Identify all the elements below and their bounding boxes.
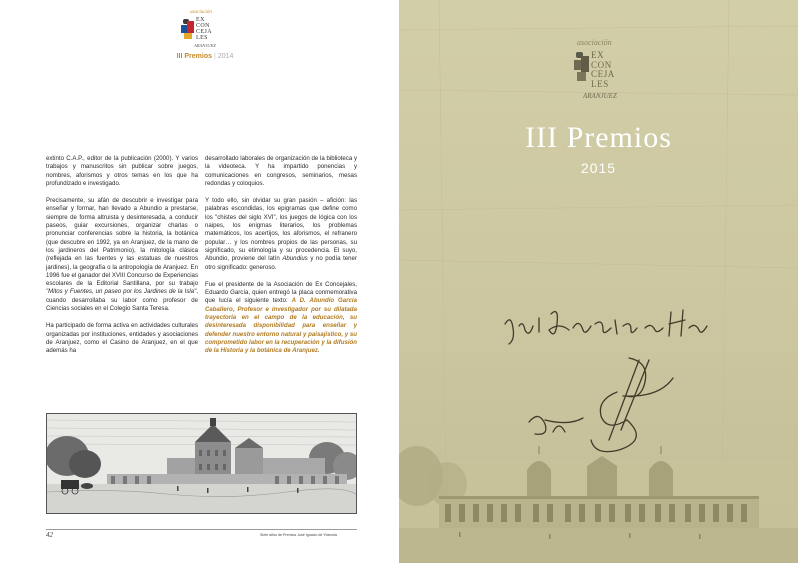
- logo-mark-icon: [181, 17, 195, 39]
- footer-rule: [46, 529, 357, 530]
- cover-logo-mark-icon: [573, 50, 591, 84]
- text-column-2: [205, 155, 357, 365]
- cover-title: III Premios: [525, 121, 672, 154]
- cover-logo-words: EX CON CEJA LES: [591, 50, 615, 89]
- plaque-quote: A D. Abundio García Caballero, Profesor e investigador por su dilatada trayectoria en el campo de la educación, su desinteresada disponibilidad para enseñar y defender nuestro entorno natural y paisajístico, y su comprometido labor en la recuperación y la difusión de la Historia y la botánica de Aranjuez.: [205, 297, 357, 355]
- logo-words: EX CON CEJA LES: [196, 17, 212, 41]
- running-footer: Siete años de Premios José Ignacio de Ybarrola: [260, 533, 337, 537]
- logo-town: ARANJUEZ: [194, 43, 216, 48]
- paragraph: Precisamente, su afán de descubrir e investigar para enseñar y formar, han llevado a Abundio a prestarse, siempre de forma altruista y desinteresada, a conducir paseos, guiar excursiones, organizar charlas o pronunciar conferencias sobre la historia, la botánica (que descubre en 1992, ya en Aranjuez, de la mano de los jardineros del Patrimonio), la mitología clásica (reflejada en las fuentes y las estatuas de nuestros jardines), la geografía o la antropología de Aranjuez. En 1996 fue el ganador del XVIII Concurso de Experiencias escolares de la Editorial Santillana, por su trabajo "Mitos y Fuentes, un paseo por los Jardines de la Isla", cuando desarrollaba su labor como profesor de Ciencias sociales en el Colegio Santa Teresa.: [46, 197, 198, 313]
- paragraph: desarrollado laborales de organización de la biblioteca y la videoteca. Y ha impartido ponencias y comunicaciones en congresos, seminarios, mesas redondas y coloquios.: [205, 155, 357, 187]
- text-column-1: [46, 155, 198, 365]
- logo-arc-text: asociación: [190, 10, 212, 15]
- association-logo: [177, 10, 225, 52]
- paragraph: Ha participado de forma activa en actividades culturales organizadas por instituciones, entidades y asociaciones de Aranjuez, como el Casino de Aranjuez, en el que además ha: [46, 322, 198, 355]
- cover-year: 2015: [580, 160, 617, 176]
- header-separator: |: [214, 53, 216, 60]
- cover-logo-town: ARANJUEZ: [583, 92, 617, 100]
- right-page-cover: [399, 0, 798, 563]
- page-header: [170, 53, 240, 60]
- header-title: III Premios: [176, 53, 212, 60]
- header-year: 2014: [217, 53, 234, 60]
- cover-logo-arc-text: asociación: [577, 38, 612, 47]
- paragraph: Y todo ello, sin olvidar su gran pasión – afición: las palabras escondidas, los epigramas que define como los "chistes del siglo XVI", los juegos de lógica con los naipes, los enigmas literarios, los problemas matemáticos, los acertijos, los aforismos, el refranero popular… y los nombres propios de las personas, su significado, su etimología y su procedencia. El suyo, Abundio, proviene del latín Abundius y no podía tener otro significado: generoso.: [205, 197, 357, 271]
- cover-association-logo: [559, 38, 639, 110]
- palace-facade-image: [399, 440, 798, 563]
- paragraph: Fue el presidente de la Asociación de Ex Concejales, Eduardo García, quien entregó la placa conmemorativa que lucía el siguiente texto: A D. Abundio García Caballero, Profesor e investigador por su dilatada trayectoria en el campo de la educación, su desinteresada disponibilidad para enseñar y defender nuestro entorno natural y paisajístico, y su comprometido labor en la recuperación y la difusión de la Historia y la botánica de Aranjuez.: [205, 280, 357, 355]
- paragraph: extinto C.A.P., editor de la publicación (2000). Y varios trabajos y manuscritos sin publicar sobre juegos, nombres, aforismos y otros temas en los que ha profundizado e investigado.: [46, 155, 198, 187]
- palace-engraving-image: [46, 413, 357, 514]
- page-number: 42: [46, 531, 53, 539]
